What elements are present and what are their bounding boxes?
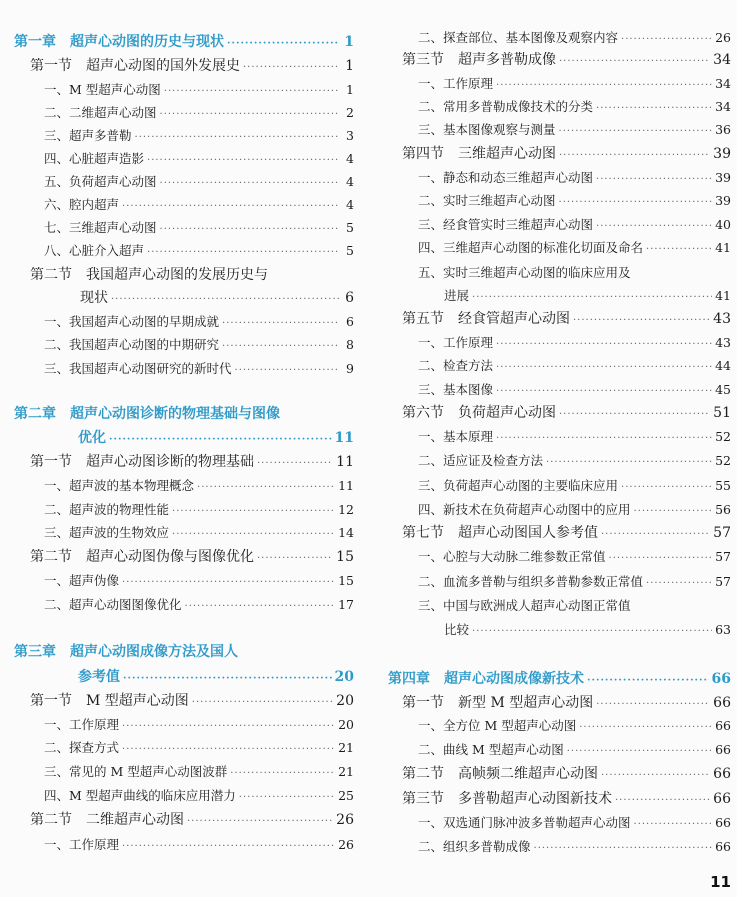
toc-page-number: 4 xyxy=(346,174,354,189)
toc-page-number: 26 xyxy=(336,812,354,828)
dot-leader xyxy=(496,359,712,377)
toc-page-number: 55 xyxy=(715,478,731,493)
toc-item-entry xyxy=(380,239,737,259)
toc-entry-title: 二、我国超声心动图的中期研究 xyxy=(44,337,220,352)
toc-page-number: 26 xyxy=(715,30,731,45)
toc-entry-title: 第四章 超声心动图成像新技术 xyxy=(388,671,584,687)
toc-section-entry xyxy=(0,811,362,831)
dot-leader xyxy=(559,194,713,212)
dot-leader xyxy=(573,312,710,330)
toc-entry-title: 第七节 超声心动图国人参考值 xyxy=(402,525,598,541)
dot-leader xyxy=(109,431,332,449)
toc-entry-title: 三、中国与欧洲成人超声心动图正常值 xyxy=(418,598,631,613)
dot-leader xyxy=(496,383,712,401)
dot-leader xyxy=(243,59,339,77)
toc-entry-title: 第五节 经食管超声心动图 xyxy=(402,311,570,327)
toc-item-entry xyxy=(0,242,362,262)
toc-entry-title: 三、基本图像观察与测量 xyxy=(418,122,556,137)
toc-entry-title: 五、负荷超声心动图 xyxy=(44,174,157,189)
dot-leader xyxy=(601,767,710,785)
toc-entry-title: 四、M 型超声曲线的临床应用潜力 xyxy=(44,788,236,803)
toc-entry-title: 二、检查方法 xyxy=(418,358,494,373)
toc-section-entry xyxy=(0,453,362,473)
toc-item-entry xyxy=(380,573,737,593)
toc-entry-title: 二、组织多普勒成像 xyxy=(418,839,531,854)
toc-entry-title: 一、全方位 M 型超声心动图 xyxy=(418,718,577,733)
toc-page-number: 34 xyxy=(715,99,731,114)
dot-leader xyxy=(621,479,712,497)
toc-entry-title: 三、常见的 M 型超声心动图波群 xyxy=(44,764,228,779)
toc-entry-title: 一、工作原理 xyxy=(418,76,494,91)
toc-page-number: 3 xyxy=(346,128,354,143)
dot-leader xyxy=(160,175,339,193)
dot-leader xyxy=(185,598,336,616)
toc-section-entry xyxy=(380,404,737,424)
toc-page-number: 34 xyxy=(715,76,731,91)
dot-leader xyxy=(227,35,339,53)
toc-item-entry xyxy=(0,501,362,521)
toc-item-entry xyxy=(380,477,737,497)
dot-leader xyxy=(160,221,339,239)
toc-page-number: 15 xyxy=(336,549,354,565)
toc-entry-title: 二、曲线 M 型超声心动图 xyxy=(418,742,564,757)
toc-entry-title: 二、超声心动图图像优化 xyxy=(44,597,182,612)
toc-item-entry xyxy=(0,360,362,380)
dot-leader xyxy=(160,106,339,124)
dot-leader xyxy=(559,147,710,165)
toc-item-entry xyxy=(0,739,362,759)
toc-page-number: 41 xyxy=(715,288,731,303)
toc-page-number: 63 xyxy=(715,622,731,637)
toc-page-number: 36 xyxy=(715,122,731,137)
toc-page-number: 57 xyxy=(715,549,731,564)
dot-leader xyxy=(239,789,335,807)
toc-chapter-entry xyxy=(0,643,362,661)
toc-page-number: 39 xyxy=(713,146,731,162)
toc-item-entry xyxy=(380,381,737,401)
toc-item-entry xyxy=(380,264,737,282)
toc-page-number: 44 xyxy=(715,358,731,373)
toc-page-number: 66 xyxy=(713,766,731,782)
toc-entry-title: 一、M 型超声心动图 xyxy=(44,82,161,97)
toc-page-number: 52 xyxy=(715,429,731,444)
toc-page-number: 66 xyxy=(713,695,731,711)
toc-page-number: 66 xyxy=(713,791,731,807)
toc-item-entry xyxy=(380,621,737,641)
toc-entry-title: 一、工作原理 xyxy=(418,335,494,350)
toc-entry-title: 二、探查方式 xyxy=(44,740,120,755)
toc-page-number: 66 xyxy=(715,839,731,854)
toc-page-number: 26 xyxy=(338,837,354,852)
toc-item-entry xyxy=(0,173,362,193)
toc-entry-title: 二、超声波的物理性能 xyxy=(44,502,170,517)
toc-entry-title: 六、腔内超声 xyxy=(44,197,120,212)
toc-page-number: 39 xyxy=(715,170,731,185)
toc-entry-title: 一、双选通门脉冲波多普勒超声心动图 xyxy=(418,815,631,830)
dot-leader xyxy=(122,838,335,856)
toc-item-entry xyxy=(380,452,737,472)
dot-leader xyxy=(192,694,333,712)
toc-page-number: 43 xyxy=(715,335,731,350)
toc-page-number: 25 xyxy=(338,788,354,803)
toc-entry-title: 一、心腔与大动脉二维参数正常值 xyxy=(418,549,606,564)
dot-leader xyxy=(567,743,712,761)
page-number: 11 xyxy=(710,873,731,891)
toc-entry-title: 七、三维超声心动图 xyxy=(44,220,157,235)
dot-leader xyxy=(135,129,339,147)
toc-item-entry xyxy=(0,477,362,497)
toc-item-entry xyxy=(380,428,737,448)
toc-entry-title: 三、基本图像 xyxy=(418,382,494,397)
dot-leader xyxy=(587,672,709,690)
toc-entry-title: 八、心脏介入超声 xyxy=(44,243,145,258)
toc-section-entry xyxy=(380,790,737,810)
toc-item-entry xyxy=(0,716,362,736)
toc-entry-title: 第一节 超声心动图的国外发展史 xyxy=(30,58,240,74)
dot-leader xyxy=(122,198,339,216)
toc-item-entry xyxy=(0,81,362,101)
dot-leader xyxy=(596,696,710,714)
toc-entry-title: 参考值 xyxy=(78,669,120,685)
toc-page-number: 57 xyxy=(715,574,731,589)
toc-chapter-entry xyxy=(0,405,362,423)
toc-page-number: 6 xyxy=(345,290,354,306)
toc-item-entry xyxy=(380,357,737,377)
toc-page-number: 2 xyxy=(346,105,354,120)
dot-leader xyxy=(496,77,712,95)
dot-leader xyxy=(615,792,710,810)
toc-item-entry xyxy=(380,548,737,568)
toc-entry-title: 第四节 三维超声心动图 xyxy=(402,146,556,162)
dot-leader xyxy=(197,479,335,497)
dot-leader xyxy=(646,575,712,593)
toc-item-entry xyxy=(380,334,737,354)
toc-section-entry xyxy=(380,145,737,165)
toc-entry-title: 二、适应证及检查方法 xyxy=(418,453,544,468)
dot-leader xyxy=(496,336,712,354)
dot-leader xyxy=(257,550,333,568)
toc-section-entry xyxy=(380,51,737,71)
toc-page-number: 20 xyxy=(338,717,354,732)
toc-item-entry xyxy=(380,741,737,761)
toc-page-number: 1 xyxy=(344,34,354,50)
dot-leader xyxy=(147,244,339,262)
toc-page-number: 4 xyxy=(346,197,354,212)
toc-page-number: 14 xyxy=(338,525,354,540)
toc-item-entry xyxy=(0,104,362,124)
toc-entry-title: 一、静态和动态三维超声心动图 xyxy=(418,170,594,185)
toc-item-entry xyxy=(380,597,737,615)
toc-page-number: 6 xyxy=(346,314,354,329)
toc-section-entry xyxy=(380,524,737,544)
toc-entry-title: 优化 xyxy=(78,430,106,446)
toc-item-entry xyxy=(0,219,362,239)
toc-entry-title: 第二节 超声心动图伪像与图像优化 xyxy=(30,549,254,565)
dot-leader xyxy=(222,338,339,356)
dot-leader xyxy=(596,100,712,118)
toc-item-entry xyxy=(380,501,737,521)
toc-section-entry xyxy=(380,765,737,785)
dot-leader xyxy=(559,406,710,424)
toc-page-number: 57 xyxy=(713,525,731,541)
toc-chapter-entry xyxy=(380,670,737,690)
toc-page-number: 21 xyxy=(338,740,354,755)
toc-page-number: 20 xyxy=(336,693,354,709)
toc-page-number: 41 xyxy=(715,240,731,255)
toc-page-number: 5 xyxy=(346,220,354,235)
toc-item-entry xyxy=(380,216,737,236)
dot-leader xyxy=(472,623,712,641)
toc-entry-title: 第二节 二维超声心动图 xyxy=(30,812,184,828)
toc-entry-title: 一、超声波的基本物理概念 xyxy=(44,478,195,493)
toc-section-entry xyxy=(380,694,737,714)
toc-item-entry xyxy=(0,596,362,616)
toc-entry-title: 一、超声伪像 xyxy=(44,573,120,588)
toc-entry-title: 一、我国超声心动图的早期成就 xyxy=(44,314,220,329)
toc-page-number: 20 xyxy=(334,669,354,685)
toc-page-number: 1 xyxy=(345,58,354,74)
dot-leader xyxy=(147,152,339,170)
dot-leader xyxy=(609,550,713,568)
toc-item-entry xyxy=(0,836,362,856)
dot-leader xyxy=(546,454,712,472)
toc-entry-title: 现状 xyxy=(80,290,108,306)
dot-leader xyxy=(123,670,332,688)
toc-page-number: 39 xyxy=(715,193,731,208)
dot-leader xyxy=(235,362,339,380)
dot-leader xyxy=(596,218,712,236)
dot-leader xyxy=(646,241,712,259)
toc-section-entry xyxy=(380,310,737,330)
toc-page-number: 21 xyxy=(338,764,354,779)
toc-entry-title: 第二节 我国超声心动图的发展历史与 xyxy=(30,267,268,283)
toc-page-number: 8 xyxy=(346,337,354,352)
toc-entry-title: 第三章 超声心动图成像方法及国人 xyxy=(14,644,238,660)
dot-leader xyxy=(559,123,713,141)
dot-leader xyxy=(122,741,335,759)
toc-entry-title: 五、实时三维超声心动图的临床应用及 xyxy=(418,265,631,280)
toc-item-entry xyxy=(380,169,737,189)
toc-page-number: 56 xyxy=(715,502,731,517)
dot-leader xyxy=(496,430,712,448)
toc-chapter-entry xyxy=(0,668,362,688)
toc-item-entry xyxy=(0,127,362,147)
toc-entry-title: 二、探查部位、基本图像及观察内容 xyxy=(418,30,619,45)
toc-page-number: 11 xyxy=(336,454,354,470)
toc-entry-title: 一、基本原理 xyxy=(418,429,494,444)
toc-page-number: 66 xyxy=(715,742,731,757)
toc-entry-title: 三、超声多普勒 xyxy=(44,128,132,143)
toc-entry-title: 第一章 超声心动图的历史与现状 xyxy=(14,34,224,50)
dot-leader xyxy=(621,31,712,49)
toc-page-number: 5 xyxy=(346,243,354,258)
dot-leader xyxy=(187,813,333,831)
dot-leader xyxy=(172,526,335,544)
toc-entry-title: 一、工作原理 xyxy=(44,717,120,732)
toc-page-number: 12 xyxy=(338,502,354,517)
toc-item-entry xyxy=(0,150,362,170)
toc-item-entry xyxy=(0,572,362,592)
toc-section-entry xyxy=(0,266,362,284)
dot-leader xyxy=(172,503,335,521)
toc-entry-title: 第一节 M 型超声心动图 xyxy=(30,693,189,709)
toc-section-entry xyxy=(0,57,362,77)
dot-leader xyxy=(579,719,712,737)
toc-item-entry xyxy=(380,814,737,834)
dot-leader xyxy=(122,718,335,736)
toc-chapter-entry xyxy=(0,33,362,53)
toc-entry-title: 四、心脏超声造影 xyxy=(44,151,145,166)
toc-page-number: 17 xyxy=(338,597,354,612)
toc-page-number: 4 xyxy=(346,151,354,166)
toc-page-number: 15 xyxy=(338,573,354,588)
toc-section-entry xyxy=(0,692,362,712)
toc-entry-title: 四、新技术在负荷超声心动图中的应用 xyxy=(418,502,631,517)
dot-leader xyxy=(472,289,712,307)
toc-item-entry xyxy=(0,313,362,333)
toc-entry-title: 二、常用多普勒成像技术的分类 xyxy=(418,99,594,114)
toc-item-entry xyxy=(380,121,737,141)
toc-entry-title: 三、我国超声心动图研究的新时代 xyxy=(44,361,232,376)
dot-leader xyxy=(257,455,333,473)
toc-item-entry xyxy=(380,192,737,212)
toc-entry-title: 第六节 负荷超声心动图 xyxy=(402,405,556,421)
toc-item-entry xyxy=(380,838,737,858)
dot-leader xyxy=(534,840,713,858)
dot-leader xyxy=(111,291,339,309)
toc-item-entry xyxy=(380,29,737,49)
toc-page-number: 45 xyxy=(715,382,731,397)
toc-item-entry xyxy=(0,196,362,216)
toc-section-entry xyxy=(0,548,362,568)
toc-page-number: 1 xyxy=(346,82,354,97)
dot-leader xyxy=(230,765,335,783)
toc-entry-title: 三、超声波的生物效应 xyxy=(44,525,170,540)
toc-entry-title: 第三节 超声多普勒成像 xyxy=(402,52,556,68)
toc-item-entry xyxy=(380,75,737,95)
dot-leader xyxy=(596,171,712,189)
toc-section-entry xyxy=(0,289,362,309)
dot-leader xyxy=(164,83,339,101)
toc-entry-title: 第三节 多普勒超声心动图新技术 xyxy=(402,791,612,807)
toc-entry-title: 四、三维超声心动图的标准化切面及命名 xyxy=(418,240,644,255)
toc-page-number: 9 xyxy=(346,361,354,376)
toc-item-entry xyxy=(380,717,737,737)
toc-page-number: 11 xyxy=(334,430,354,446)
toc-item-entry xyxy=(380,98,737,118)
dot-leader xyxy=(601,526,710,544)
dot-leader xyxy=(559,53,710,71)
toc-item-entry xyxy=(0,787,362,807)
toc-entry-title: 进展 xyxy=(444,288,470,303)
toc-entry-title: 比较 xyxy=(444,622,470,637)
dot-leader xyxy=(634,503,713,521)
toc-entry-title: 第一节 新型 M 型超声心动图 xyxy=(402,695,594,711)
toc-entry-title: 二、二维超声心动图 xyxy=(44,105,157,120)
toc-item-entry xyxy=(380,287,737,307)
dot-leader xyxy=(222,315,339,333)
toc-item-entry xyxy=(0,524,362,544)
toc-item-entry xyxy=(0,336,362,356)
toc-page-number: 40 xyxy=(715,217,731,232)
dot-leader xyxy=(634,816,713,834)
toc-entry-title: 二、实时三维超声心动图 xyxy=(418,193,556,208)
toc-item-entry xyxy=(0,763,362,783)
toc-entry-title: 第二章 超声心动图诊断的物理基础与图像 xyxy=(14,406,280,422)
toc-page-number: 11 xyxy=(338,478,354,493)
toc-entry-title: 第二节 高帧频二维超声心动图 xyxy=(402,766,598,782)
toc-page-number: 66 xyxy=(711,671,731,687)
toc-page-number: 52 xyxy=(715,453,731,468)
toc-entry-title: 三、经食管实时三维超声心动图 xyxy=(418,217,594,232)
toc-entry-title: 三、负荷超声心动图的主要临床应用 xyxy=(418,478,619,493)
toc-entry-title: 二、血流多普勒与组织多普勒参数正常值 xyxy=(418,574,644,589)
toc-entry-title: 第一节 超声心动图诊断的物理基础 xyxy=(30,454,254,470)
toc-page-number: 66 xyxy=(715,815,731,830)
toc-page-number: 43 xyxy=(713,311,731,327)
toc-page-number: 66 xyxy=(715,718,731,733)
dot-leader xyxy=(122,574,335,592)
toc-entry-title: 一、工作原理 xyxy=(44,837,120,852)
toc-page-number: 51 xyxy=(713,405,731,421)
toc-page-number: 34 xyxy=(713,52,731,68)
toc-chapter-entry xyxy=(0,429,362,449)
